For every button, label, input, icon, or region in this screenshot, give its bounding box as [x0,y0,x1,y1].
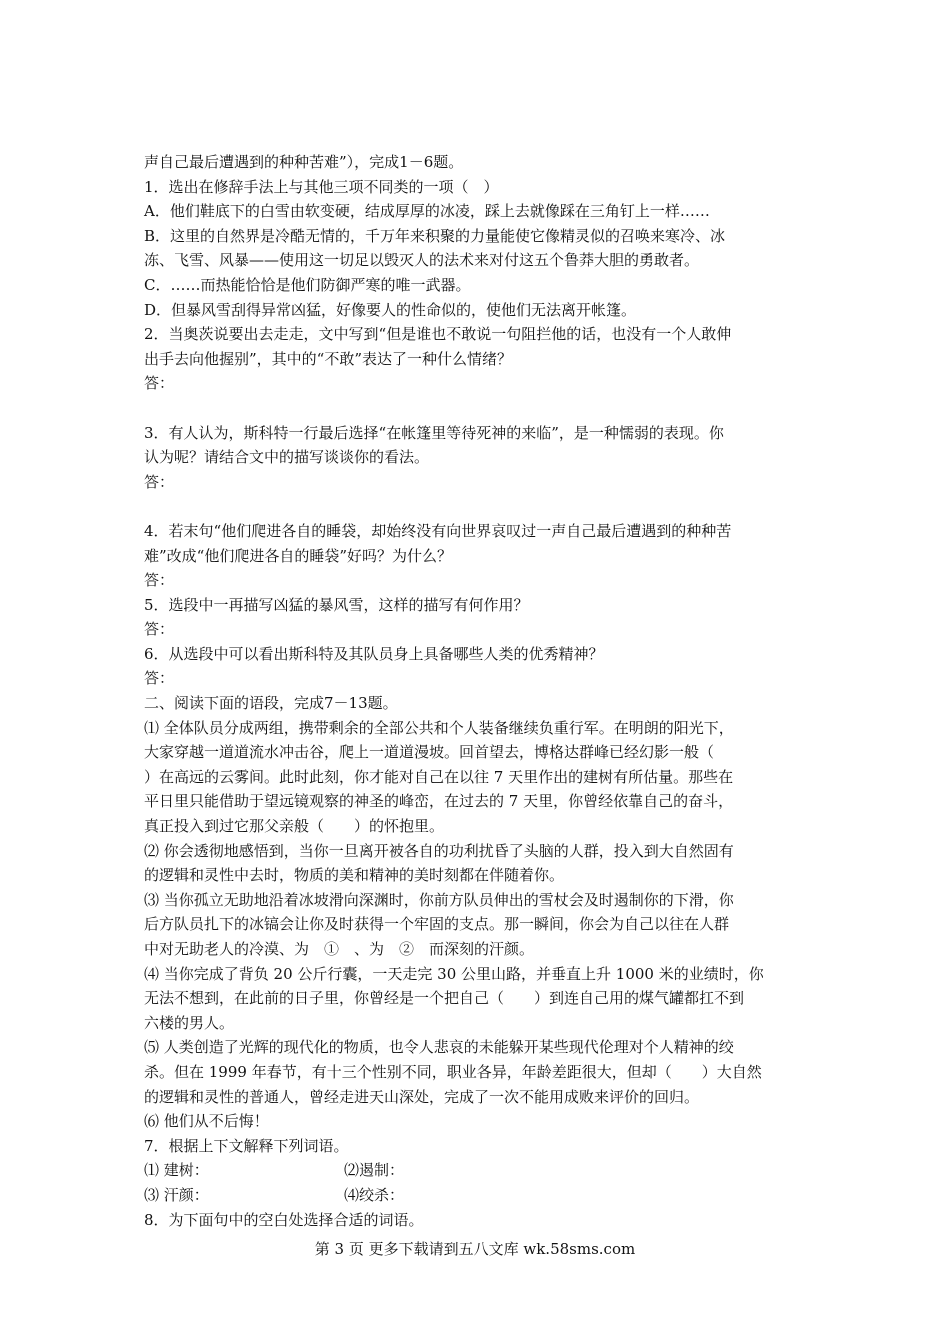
text-line: 答： [144,669,175,688]
text-line: 真正投入到过它那父亲般（ ）的怀抱里。 [144,817,445,836]
page-footer: 第 3 页 更多下载请到五八文库 wk.58sms.com [314,1240,636,1258]
vocab-row [144,1183,810,1208]
text-line: A．他们鞋底下的白雪由软变硬，结成厚厚的冰凌，踩上去就像踩在三角钉上一样…… [144,202,710,221]
vocab-row [144,1158,810,1183]
text-line: 平日里只能借助于望远镜观察的神圣的峰峦，在过去的 7 天里，你曾经依靠自己的奋斗， [144,792,734,811]
document-body [144,150,810,1232]
text-line: 中对无助老人的冷漠、为 ① 、为 ② 而深刻的汗颜。 [144,940,535,958]
text-line: ⑹ 他们从不后悔！ [144,1112,269,1131]
text-line: 7．根据上下文解释下列词语。 [144,1136,349,1155]
blank-line [144,396,810,421]
text-line: 大家穿越一道道流水冲击谷，爬上一道道漫坡。回首望去，博格达群峰已经幻影一般（ [144,743,715,762]
text-line: 答： [144,620,175,639]
text-line: 无法不想到，在此前的日子里，你曾经是一个把自己（ ）到连自己用的煤气罐都扛不到 [144,989,745,1008]
text-line: ⑴ 全体队员分成两组，携带剩余的全部公共和个人装备继续负重行军。在明朗的阳光下， [144,718,734,737]
text-line: 的逻辑和灵性的普通人，曾经走进天山深处，完成了一次不能用成败来评价的回归。 [144,1087,700,1106]
text-line: 1．选出在修辞手法上与其他三项不同类的一项（ ） [144,177,499,196]
text-line: 答： [144,472,175,491]
text-line: 8．为下面句中的空白处选择合适的词语。 [144,1210,424,1229]
text-line: ⑸ 人类创造了光辉的现代化的物质，也令人悲哀的未能躲开某些现代伦理对个人精神的绞 [144,1038,734,1057]
text-line: 二、阅读下面的语段，完成7－13题。 [144,694,398,713]
text-line: 的逻辑和灵性中去时，物质的美和精神的美时刻都在伴随着你。 [144,866,565,885]
vocab-item: ⑵遏制： [344,1161,405,1180]
vocab-item: ⑷绞杀： [344,1185,405,1204]
text-line: ⑷ 当你完成了背负 20 公斤行囊，一天走完 30 公里山路，并垂直上升 1000 米的业绩时，你 [144,964,764,983]
text-line: ⑵ 你会透彻地感悟到，当你一旦离开被各自的功利扰昏了头脑的人群，投入到大自然固有 [144,841,734,860]
text-line: 6．从选段中可以看出斯科特及其队员身上具备哪些人类的优秀精神？ [144,644,604,663]
vocab-item: ⑶ 汗颜： [144,1185,209,1204]
text-line: C．……而热能恰恰是他们防御严寒的唯一武器。 [144,275,471,294]
text-line: 5．选段中一再描写凶猛的暴风雪，这样的描写有何作用？ [144,595,529,614]
text-line: ⑶ 当你孤立无助地沿着冰坡滑向深渊时，你前方队员伸出的雪杖会及时遏制你的下滑，你 [144,890,734,909]
text-line: 杀。但在 1999 年春节，有十三个性别不同，职业各异，年龄差距很大，但却（ ）大自然 [144,1062,762,1081]
text-line: ）在高远的云雾间。此时此刻，你才能对自己在以往 7 天里作出的建树有所估量。那些在 [144,767,734,786]
text-line: B．这里的自然界是冷酷无情的，千万年来积聚的力量能使它像精灵似的召唤来寒冷、冰 [144,226,726,245]
text-line: 3．有人认为，斯科特一行最后选择“在帐篷里等待死神的来临”，是一种懦弱的表现。你 [144,423,724,442]
text-line: 答： [144,374,175,393]
text-line: 认为呢？请结合文中的描写谈谈你的看法。 [144,448,430,467]
text-line: 冻、飞雪、风暴——使用这一切足以毁灭人的法术来对付这五个鲁莽大胆的勇敢者。 [144,251,700,270]
vocab-item: ⑴ 建树： [144,1161,209,1180]
text-line: 4．若末句“他们爬进各自的睡袋，却始终没有向世界哀叹过一声自己最后遭遇到的种种苦 [144,521,732,540]
text-line: D．但暴风雪刮得异常凶猛，好像要人的性命似的，使他们无法离开帐篷。 [144,300,637,319]
text-line: 六楼的男人。 [144,1013,235,1032]
text-line: 后方队员扎下的冰镐会让你及时获得一个牢固的支点。那一瞬间，你会为自己以往在人群 [144,915,730,934]
text-line: 难”改成“他们爬进各自的睡袋”好吗？为什么？ [144,546,453,565]
text-line: 2．当奥茨说要出去走走，文中写到“但是谁也不敢说一句阻拦他的话，也没有一个人敢伸 [144,325,732,344]
blank-line [144,494,810,519]
text-line: 声自己最后遭遇到的种种苦难”），完成1－6题。 [144,153,464,171]
text-line: 答： [144,571,175,590]
text-line: 出手去向他握别”，其中的“不敢”表达了一种什么情绪？ [144,349,513,368]
